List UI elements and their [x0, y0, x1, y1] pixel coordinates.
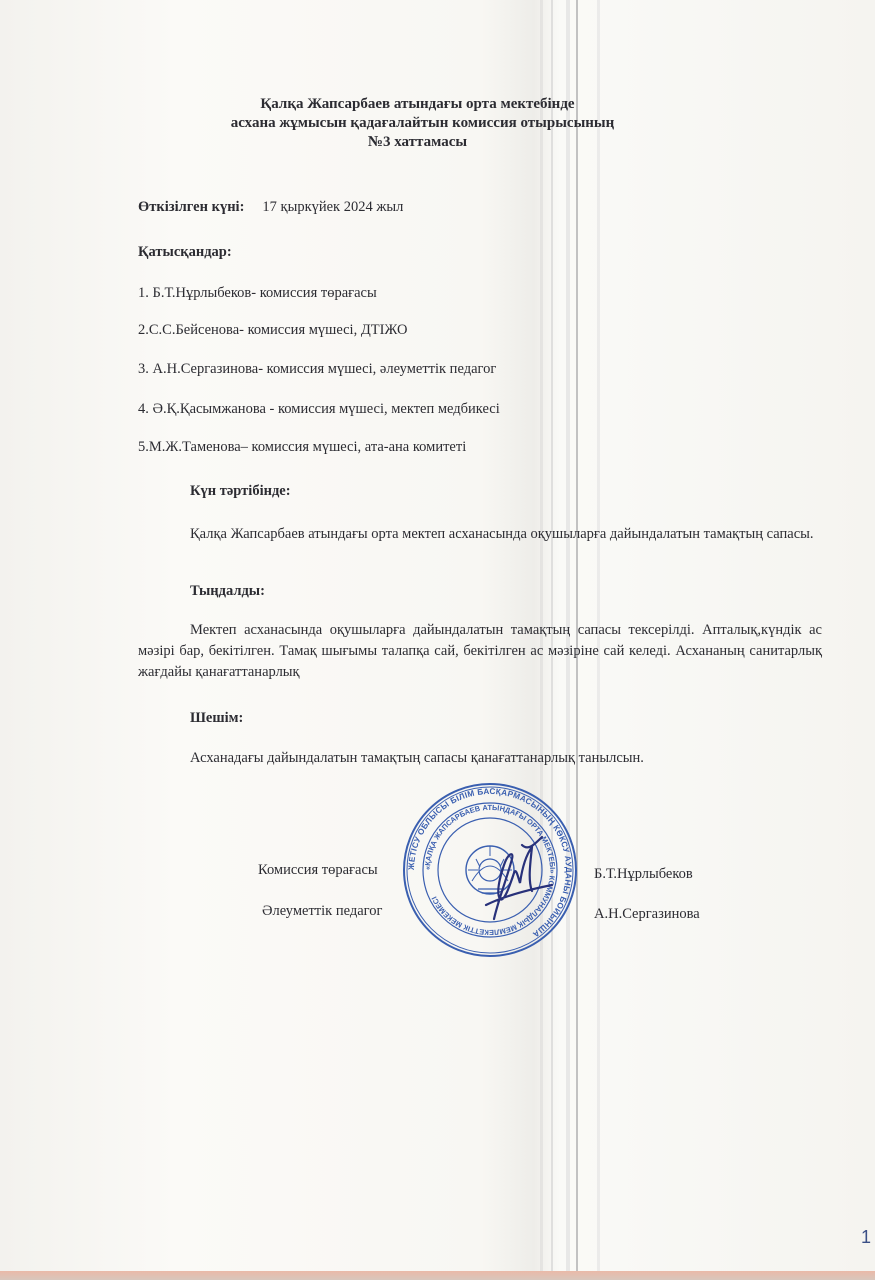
header-line-2: асхана жұмысын қадағалайтын комиссия отырысының	[230, 115, 615, 131]
page-corner-mark: 1	[860, 1227, 871, 1247]
participant-item: 2.С.С.Бейсенова- комиссия мүшесі, ДТІЖО	[138, 322, 408, 338]
date-value: 17 қыркүйек 2024 жыл	[262, 199, 404, 215]
meeting-date	[138, 199, 403, 216]
date-label: Өткізілген күні:	[138, 199, 245, 215]
signature-role: Комиссия төрағасы	[258, 862, 378, 878]
seal-outer-text: ЖЕТІСУ ОБЛЫСЫ БІЛІМ БАСҚАРМАСЫНЫҢ КӨКСУ АУДАНЫ БОЙЫНША	[406, 786, 574, 940]
participant-item: 4. Ә.Қ.Қасымжанова - комиссия мүшесі, мектеп медбикесі	[138, 401, 500, 417]
document-header	[0, 95, 875, 152]
header-line-3: №3 хаттамасы	[367, 134, 468, 150]
agenda-title: Күн тәртібінде:	[190, 483, 291, 499]
heard-title: Тыңдалды:	[190, 583, 265, 599]
participant-item: 5.М.Ж.Таменова– комиссия мүшесі, ата-ана комитеті	[138, 439, 467, 455]
official-seal-stamp	[402, 781, 578, 959]
signature-name: А.Н.Сергазинова	[594, 906, 700, 922]
participant-item: 3. А.Н.Сергазинова- комиссия мүшесі, әлеуметтік педагог	[138, 361, 497, 377]
agenda-text: Қалқа Жапсарбаев атындағы орта мектеп асханасында оқушыларға дайындалатын тамақтың сапасы.	[190, 526, 814, 542]
seal-inner-text: «ҚАЛҚА ЖАПСАРБАЕВ АТЫНДАҒЫ ОРТА МЕКТЕБІ» КОММУНАЛДЫҚ МЕМЛЕКЕТТІК МЕКЕМЕСІ	[422, 802, 558, 938]
header-line-1: Қалқа Жапсарбаев атындағы орта мектебінде	[260, 96, 575, 112]
participant-item: 1. Б.Т.Нұрлыбеков- комиссия төрағасы	[138, 285, 377, 301]
signature-name: Б.Т.Нұрлыбеков	[594, 866, 693, 882]
heard-text: Мектеп асханасында оқушыларға дайындалатын тамақтың сапасы тексерілді. Апталық,күндік ас мәзірі бар, бекітілген. Тамақ шығымы талапқа сай, бекітілген ас мәзіріне сай келеді. Асхананың санитарлық жағдайы қанағаттанарлық	[138, 622, 822, 680]
svg-text:«ҚАЛҚА ЖАПСАРБАЕВ АТЫНДАҒЫ ОРТ	[423, 803, 557, 937]
signature-role: Әлеуметтік педагог	[262, 903, 383, 919]
decision-text: Асханадағы дайындалатын тамақтың сапасы қанағаттанарлық танылсын.	[190, 750, 644, 766]
decision-title: Шешім:	[190, 710, 244, 726]
scan-bottom-edge	[0, 1271, 875, 1280]
participants-title: Қатысқандар:	[138, 244, 232, 260]
